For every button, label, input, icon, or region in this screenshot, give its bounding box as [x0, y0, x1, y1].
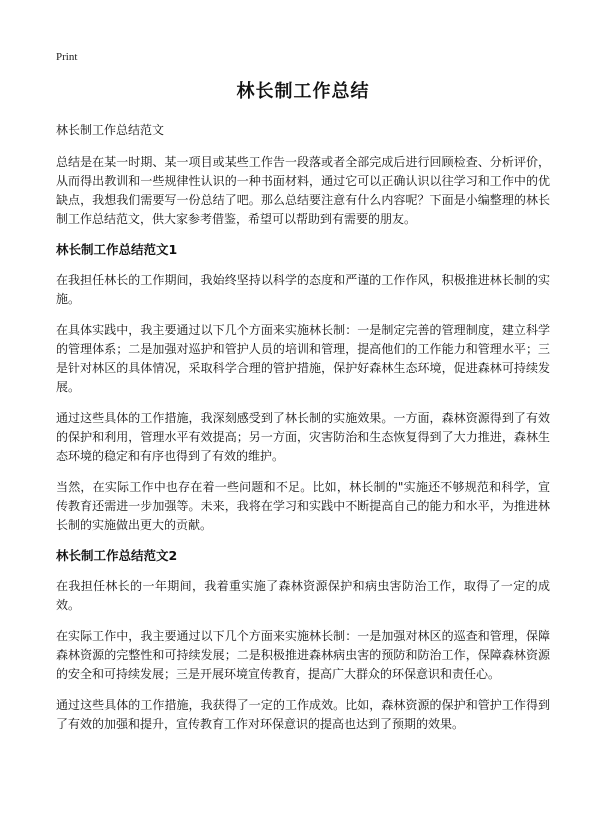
section-heading-1: 林长制工作总结范文1	[56, 242, 178, 257]
intro-subtitle: 林长制工作总结范文	[56, 123, 165, 137]
print-label[interactable]: Print	[56, 51, 78, 63]
section-heading-2: 林长制工作总结范文2	[56, 548, 178, 563]
section-2-paragraph-2: 在实际工作中，我主要通过以下几个方面来实施林长制：一是加强对林区的巡查和管理，保障森林资源的完整性和可持续发展；二是积极推进森林病虫害的预防和防治工作，保障森林资源的安全和可持续发展；三是开展环境宣传教育，提高广大群众的环保意识和责任心。	[56, 629, 550, 681]
section-1-paragraph-2: 在具体实践中，我主要通过以下几个方面来实施林长制：一是制定完善的管理制度，建立科学的管理体系；二是加强对巡护和管护人员的培训和管理，提高他们的工作能力和管理水平；三是针对林区的具体情况，采取科学合理的管护措施，保护好森林生态环境，促进森林可持续发展。	[56, 323, 550, 394]
section-2-paragraph-3: 通过这些具体的工作措施，我获得了一定的工作成效。比如，森林资源的保护和管护工作得到了有效的加强和提升，宣传教育工作对环保意识的提高也达到了预期的效果。	[56, 698, 550, 731]
section-1-paragraph-1: 在我担任林长的工作期间，我始终坚持以科学的态度和严谨的工作作风，积极推进林长制的实施。	[56, 273, 550, 306]
intro-paragraph: 总结是在某一时期、某一项目或某些工作告一段落或者全部完成后进行回顾检查、分析评价，从而得出教训和一些规律性认识的一种书面材料，通过它可以正确认识以往学习和工作中的优缺点，我想我们需要写一份总结了吧。那么总结要注意有什么内容呢？下面是小编整理的林长制工作总结范文，供大家参考借鉴，希望可以帮助到有需要的朋友。	[56, 155, 550, 226]
section-1-paragraph-4: 当然，在实际工作中也存在着一些问题和不足。比如，林长制的"实施还不够规范和科学，宣传教育还需进一步加强等。未来，我将在学习和实践中不断提高自己的能力和水平，为推进林长制的实施做出更大的贡献。	[56, 480, 550, 532]
section-2-paragraph-1: 在我担任林长的一年期间，我着重实施了森林资源保护和病虫害防治工作，取得了一定的成效。	[56, 579, 550, 612]
section-1-paragraph-3: 通过这些具体的工作措施，我深刻感受到了林长制的实施效果。一方面，森林资源得到了有效的保护和利用，管理水平有效提高；另一方面，灾害防治和生态恢复得到了大力推进，森林生态环境的稳定和有序也得到了有效的维护。	[56, 411, 550, 463]
page-title: 林长制工作总结	[236, 81, 370, 102]
